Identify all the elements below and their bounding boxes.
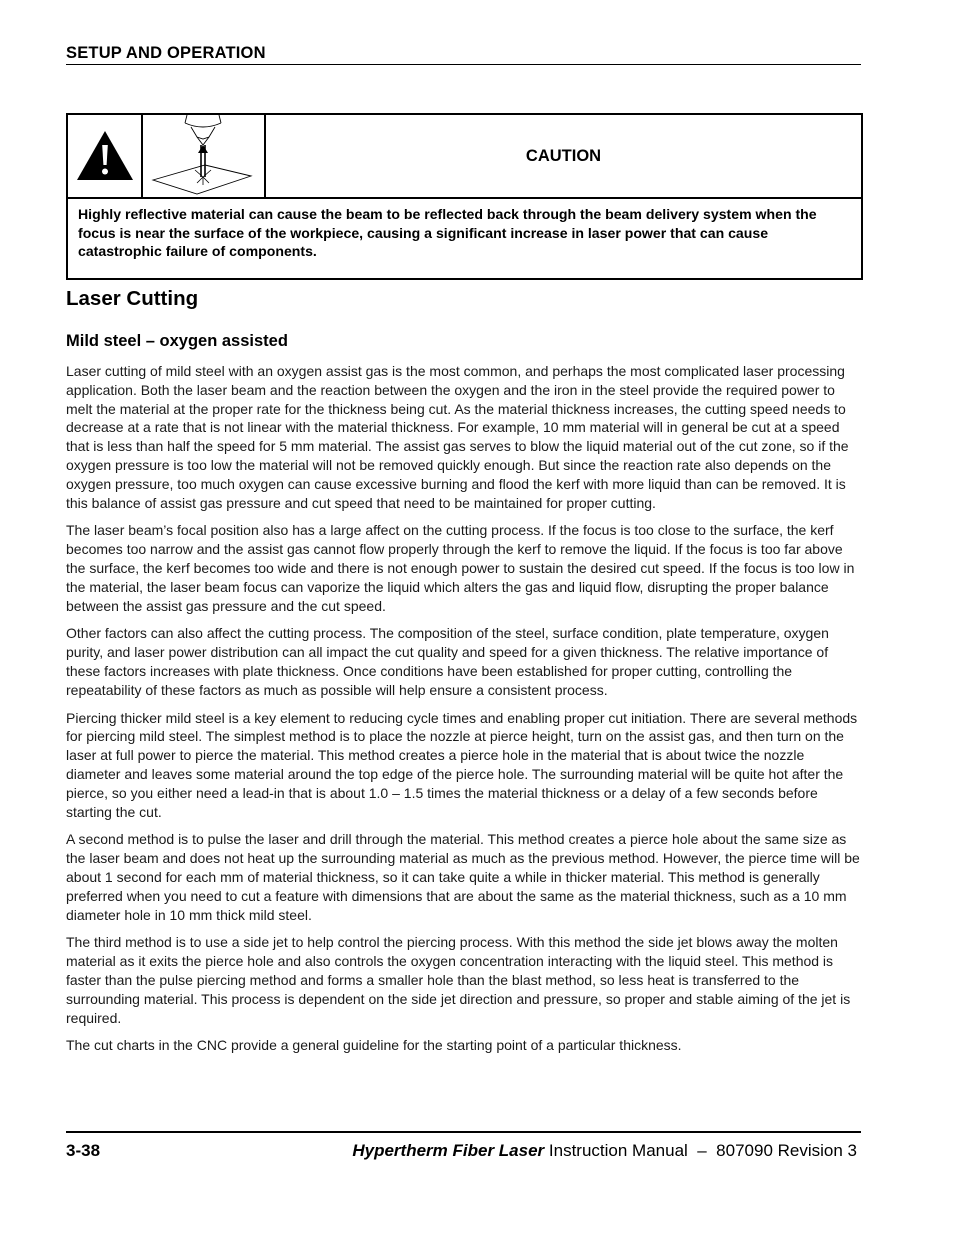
- paragraph: The cut charts in the CNC provide a general guideline for the starting point of a particular thickness.: [66, 1037, 682, 1054]
- caution-text: Highly reflective material can cause the beam to be reflected back through the beam delivery system when the focus is near the surface of the workpiece, causing a significant increase in laser power that can cause catastrophic failure of components.: [78, 206, 817, 260]
- caution-box: [66, 113, 863, 280]
- document-title: Instruction Manual: [548, 1141, 688, 1160]
- paragraph: The third method is to use a side jet to help control the piercing process. With this method the side jet blows away the molten material as it exits the pierce hole and also controls the oxygen concentration interacting with the liquid steel. This method is faster than the pulse piercing method and forms a smaller hole than the blast method, so less heat is transferred to the surrounding material. This process is dependent on the side jet direction and pressure, so proper and stable aiming of the jet is required.: [66, 934, 851, 1026]
- document-number: 807090 Revision 3: [716, 1141, 857, 1160]
- document-reference: [352, 1141, 857, 1161]
- section-header: [66, 44, 861, 65]
- laser-reflection-icon-cell: [143, 115, 266, 197]
- page-footer: [66, 1131, 861, 1163]
- paragraph: Piercing thicker mild steel is a key element to reducing cycle times and enabling proper cut initiation. There are several methods for piercing mild steel. The simplest method is to place the nozzle at pierce height, turn on the assist gas, and then turn on the laser at full power to pierce the material. This method creates a pierce hole in the material that is about twice the nozzle diameter and leaves some material around the top edge of the pierce hole. The surrounding material will be quite hot after the pierce, so you either need a lead-in that is about 1.0 – 1.5 times the material thickness or a delay of a few seconds before starting the cut.: [66, 709, 858, 820]
- warning-icon-cell: [68, 115, 143, 197]
- caution-title: CAUTION: [525, 146, 602, 165]
- laser-reflection-icon: [143, 115, 264, 197]
- section-title: SETUP AND OPERATION: [66, 44, 266, 62]
- paragraph: The laser beam’s focal position also has a large affect on the cutting process. If the focus is too close to the surface, the kerf becomes too narrow and the assist gas cannot flow properly through the kerf to remove the liquid. If the focus is too far above the surface, the kerf becomes too wide and there is not enough power to sustain the desired cut speed. If the focus is too low in the material, the laser beam focus can vaporize the liquid which alters the gas and liquid flow, disrupting the proper balance between the assist gas pressure and the cut speed.: [66, 522, 855, 614]
- caution-title-cell: [266, 115, 861, 197]
- paragraph: A second method is to pulse the laser and drill through the material. This method creates a pierce hole about the same size as the laser beam and does not heat up the surrounding material as much as the previous method. However, the pierce time will be about 1 second for each mm of material thickness, so it can take quite a while in thicker material. This method is generally preferred when you need to cut a feature with dimensions that are about the same as the material thickness, such as a 10 mm diameter hole in 10 mm thick mild steel.: [66, 831, 860, 923]
- paragraph: Laser cutting of mild steel with an oxygen assist gas is the most common, and perhaps the most complicated laser processing application. Both the laser beam and the reaction between the oxygen and the iron in the steel provide the required power to melt the material at the proper rate for the thickness being cut. As the material thickness increases, the cutting speed needs to decrease at a rate that is not linear with the material thickness. For example, 10 mm material will in general be cut at a speed that is less than half the speed for 5 mm material. The assist gas serves to blow the liquid material out of the cut zone, so if the oxygen pressure is too low the material will not be removed quickly enough. But since the reaction rate also depends on the oxygen pressure, too much oxygen can cause excessive burning and flood the kerf with more liquid than can be removed. It is this balance of assist gas pressure and cut speed that need to be maintained for proper cutting.: [66, 363, 849, 511]
- warning-triangle-icon: [68, 115, 141, 197]
- page-number: 3-38: [66, 1141, 101, 1160]
- section-heading: Laser Cutting: [66, 287, 199, 310]
- paragraph: Other factors can also affect the cutting process. The composition of the steel, surface condition, plate temperature, oxygen purity, and laser power distribution can all impact the cut quality and speed for a given thickness. The relative importance of these factors increases with plate thickness. Once conditions have been established for proper cutting, controlling the repeatability of these factors as much as possible will help ensure a consistent process.: [66, 625, 829, 698]
- brand-name: Hypertherm Fiber Laser: [352, 1141, 545, 1160]
- footer-separator: –: [697, 1141, 707, 1160]
- caution-header-row: [68, 115, 861, 199]
- subsection-heading: Mild steel – oxygen assisted: [66, 332, 288, 350]
- body-text: [66, 362, 861, 1064]
